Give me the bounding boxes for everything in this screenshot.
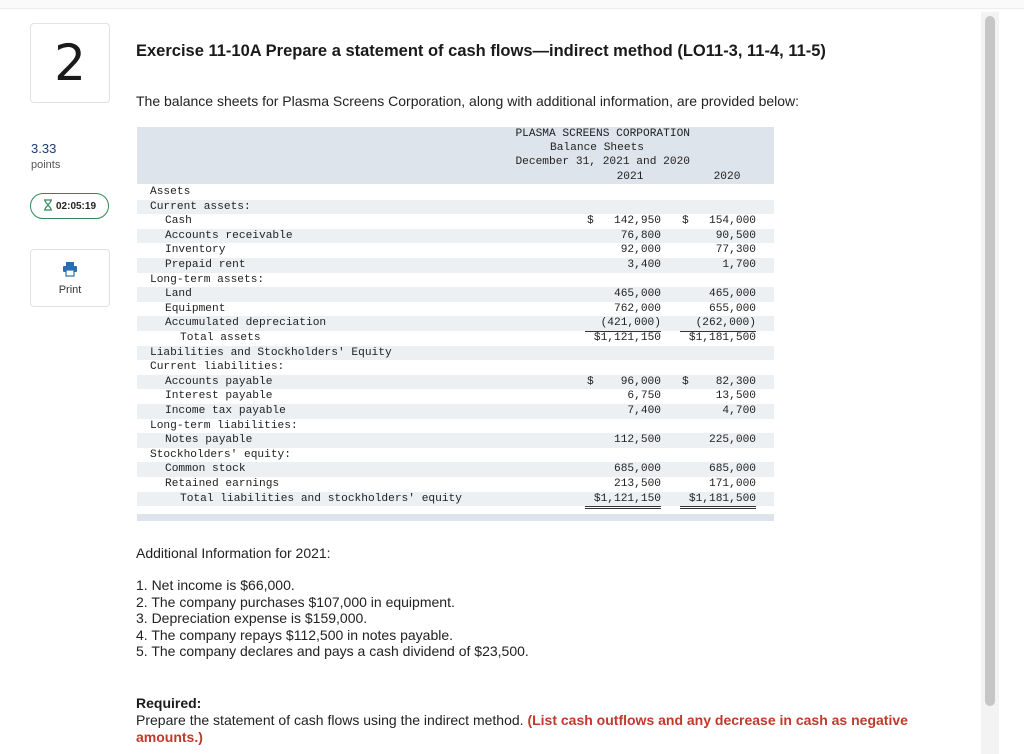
value-2020: 171,000 — [680, 477, 756, 493]
row-label: Accounts payable — [165, 375, 273, 388]
row-label: Interest payable — [165, 390, 273, 403]
table-row — [137, 316, 774, 331]
question-number-text: 2 — [54, 34, 86, 92]
table-row — [137, 477, 774, 492]
row-label: Total liabilities and stockholders' equity — [180, 492, 462, 505]
required-title: Required: — [136, 695, 202, 711]
balance-sheet-table — [137, 127, 774, 521]
exercise-title: Exercise 11-10A Prepare a statement of cash flows—indirect method (LO11-3, 11-4, 11-5) — [136, 42, 826, 60]
statement-name: Balance Sheets — [550, 142, 644, 154]
row-label: Assets — [150, 186, 191, 198]
row-label: Current liabilities: — [150, 361, 285, 374]
table-row — [137, 287, 774, 302]
table-row — [137, 346, 774, 361]
table-row — [137, 492, 774, 507]
points-label: points — [31, 159, 61, 171]
value-2020: 90,500 — [715, 229, 756, 242]
row-label: Notes payable — [165, 434, 253, 447]
table-row — [137, 229, 774, 244]
value-2021: 6,750 — [627, 390, 661, 403]
value-2021: 92,000 — [620, 244, 661, 257]
balance-sheet-header — [137, 127, 774, 184]
row-label: Total assets — [180, 332, 261, 344]
required-note: (List cash outflows and any decrease in cash as negative amounts.) — [136, 712, 908, 745]
value-2020: 685,000 — [709, 463, 756, 476]
timer-badge — [30, 193, 109, 219]
value-2021: $1,121,150 — [585, 492, 661, 510]
value-2020: 655,000 — [709, 302, 756, 315]
table-row — [137, 462, 774, 477]
table-row — [137, 214, 774, 229]
currency-symbol: $ — [587, 215, 594, 228]
row-label: Cash — [165, 215, 192, 228]
value-2021: 112,500 — [614, 434, 661, 447]
required-text — [136, 712, 976, 746]
table-row — [137, 243, 774, 258]
list-item: 4. The company repays $112,500 in notes payable. — [136, 626, 454, 643]
additional-info-title: Additional Information for 2021: — [136, 545, 331, 561]
row-label: Equipment — [165, 302, 226, 315]
print-label: Print — [58, 283, 82, 296]
row-label: Inventory — [165, 244, 226, 257]
table-row — [137, 433, 774, 448]
print-button[interactable] — [30, 249, 110, 307]
table-row — [137, 404, 774, 419]
currency-symbol: $ — [682, 375, 689, 388]
value-2020: 4,700 — [722, 405, 756, 417]
column-header-2021: 2021 — [616, 171, 644, 183]
table-row — [137, 419, 774, 434]
list-item: 3. Depreciation expense is $159,000. — [136, 610, 368, 626]
row-label: Accumulated depreciation — [165, 317, 327, 330]
value-2020: 154,000 — [709, 215, 756, 228]
value-2021: 7,400 — [627, 405, 661, 417]
statement-date: December 31, 2021 and 2020 — [515, 156, 690, 168]
scrollbar-thumb[interactable] — [985, 16, 995, 706]
list-item: 1. Net income is $66,000. — [136, 577, 295, 593]
value-2020: 465,000 — [709, 288, 756, 301]
row-label: Liabilities and Stockholders' Equity — [150, 346, 392, 359]
question-number — [30, 23, 110, 103]
currency-symbol: $ — [587, 375, 594, 388]
value-2021: 96,000 — [620, 375, 661, 388]
list-item: 5. The company declares and pays a cash dividend of $23,500. — [136, 643, 529, 659]
row-label: Long-term liabilities: — [150, 419, 298, 432]
hourglass-icon — [43, 199, 53, 214]
value-2020: 13,500 — [715, 390, 756, 403]
value-2020: 77,300 — [715, 244, 756, 257]
value-2021: $1,121,150 — [585, 331, 661, 349]
printer-icon — [62, 261, 78, 280]
points-value: 3.33 — [31, 141, 57, 156]
row-label: Accounts receivable — [165, 229, 293, 242]
value-2021: 76,800 — [620, 229, 661, 242]
table-row — [137, 389, 774, 404]
value-2020: (262,000) — [680, 316, 756, 332]
row-label: Current assets: — [150, 200, 251, 213]
additional-info-list — [136, 577, 529, 660]
value-2020: $1,181,500 — [680, 331, 756, 349]
value-2020: 1,700 — [722, 259, 756, 271]
row-label: Income tax payable — [165, 405, 286, 417]
value-2021: (421,000) — [585, 316, 661, 332]
column-header-2020: 2020 — [713, 171, 741, 183]
exercise-intro: The balance sheets for Plasma Screens Corporation, along with additional information, are provided below: — [136, 93, 800, 109]
currency-symbol: $ — [682, 215, 689, 228]
value-2021: 3,400 — [627, 259, 661, 271]
list-item: 2. The company purchases $107,000 in equipment. — [136, 593, 455, 610]
table-row — [137, 200, 774, 215]
table-row — [137, 331, 774, 346]
table-row — [137, 360, 774, 375]
row-label: Stockholders' equity: — [150, 448, 291, 461]
table-row — [137, 185, 774, 200]
value-2021: 685,000 — [614, 463, 661, 476]
row-label: Retained earnings — [165, 478, 280, 490]
value-2021: 465,000 — [614, 288, 661, 301]
table-row — [137, 302, 774, 317]
value-2021: 762,000 — [614, 302, 661, 315]
value-2020: $1,181,500 — [680, 492, 756, 510]
required-instruction: Prepare the statement of cash flows using the indirect method. — [136, 712, 524, 728]
table-row — [137, 448, 774, 463]
value-2020: 225,000 — [709, 434, 756, 447]
value-2021: 142,950 — [614, 215, 661, 228]
row-label: Land — [165, 288, 192, 301]
table-row — [137, 273, 774, 288]
company-name: PLASMA SCREENS CORPORATION — [515, 128, 690, 140]
table-row — [137, 375, 774, 390]
value-2021: 213,500 — [585, 477, 661, 493]
top-bar — [0, 0, 1024, 9]
timer-text: 02:05:19 — [55, 200, 97, 212]
row-label: Long-term assets: — [150, 273, 265, 286]
row-label: Prepaid rent — [165, 259, 246, 271]
balance-sheet-footer — [137, 514, 774, 521]
row-label: Common stock — [165, 463, 246, 476]
table-row — [137, 258, 774, 273]
value-2020: 82,300 — [715, 375, 756, 388]
